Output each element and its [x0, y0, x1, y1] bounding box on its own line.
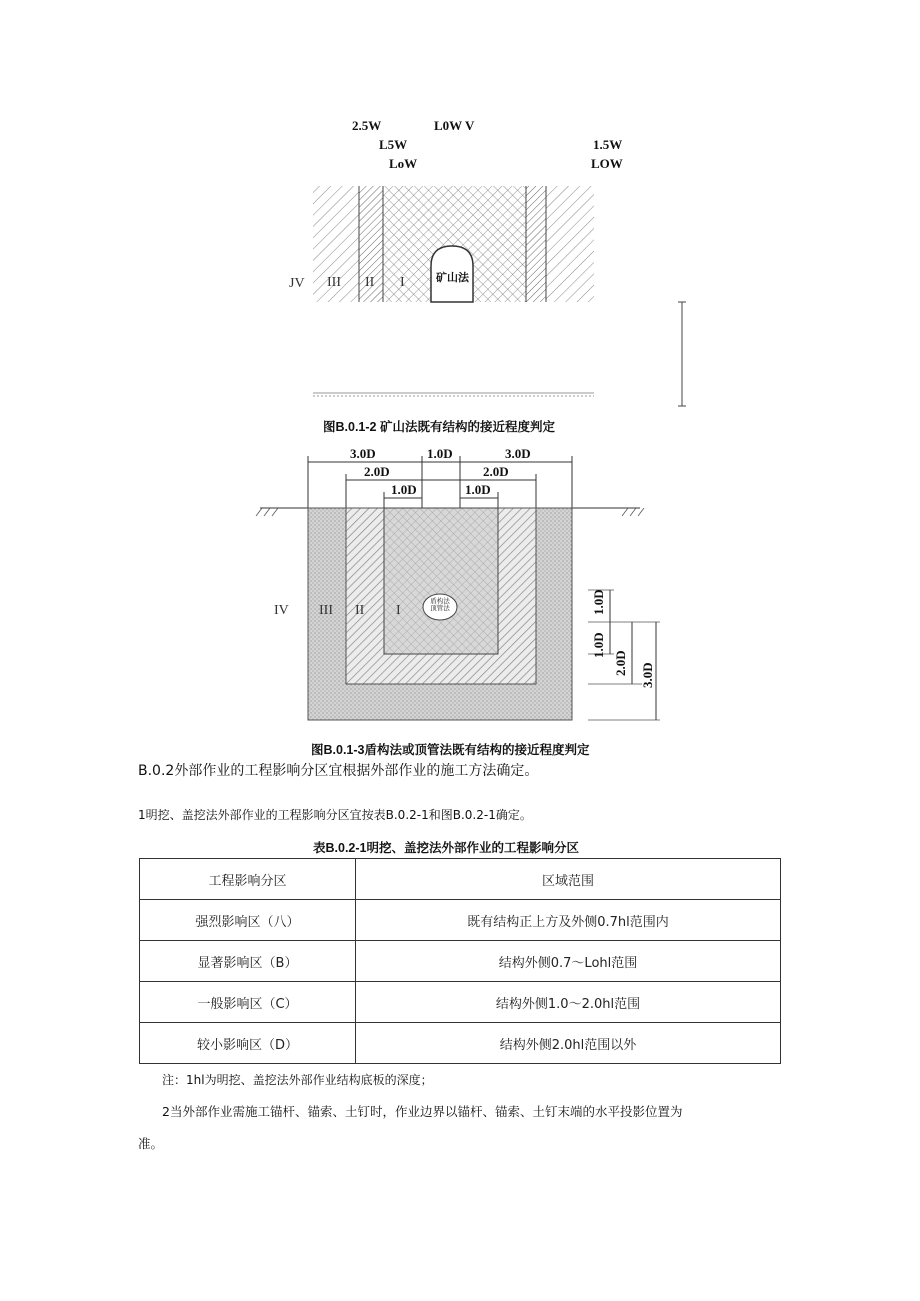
structure-label	[429, 598, 451, 612]
zone-iii-right	[546, 186, 594, 302]
dim-label: L0W V	[434, 118, 475, 133]
dim-label: 1.0D	[391, 482, 417, 497]
table-header-row	[140, 859, 781, 900]
table-cell: 较小影响区（D）	[140, 1023, 356, 1064]
table-cell: 显著影响区（B）	[140, 941, 356, 982]
zone-label-iv: IV	[274, 603, 289, 618]
table-cell: 一般影响区（C）	[140, 982, 356, 1023]
dim-label: LOW	[591, 156, 623, 171]
tunnel-label: 矿山法	[436, 271, 469, 284]
side-label: JV	[289, 276, 305, 291]
dim-label: 2.0D	[483, 464, 509, 479]
dim-label-vertical: 1.0D	[591, 632, 606, 658]
table-row	[140, 982, 781, 1023]
table-cell: 强烈影响区（八）	[140, 900, 356, 941]
dim-label: 1.5W	[593, 137, 623, 152]
dim-label: LoW	[389, 156, 418, 171]
table-title: 表B.0.2-1明挖、盖挖法外部作业的工程影响分区	[313, 841, 579, 855]
dim-label: 2.0D	[364, 464, 390, 479]
table-cell: 结构外侧2.0hl范围以外	[356, 1023, 781, 1064]
paragraph-item-2: 2当外部作业需施工锚杆、锚索、土钉时，作业边界以锚杆、锚索、土钉末端的水平投影位置为	[162, 1104, 683, 1119]
dim-label: 2.5W	[352, 118, 382, 133]
zone-label-i: I	[396, 603, 401, 618]
table-note: 注：1hl为明挖、盖挖法外部作业结构底板的深度；	[162, 1073, 433, 1087]
table-cell: 结构外侧1.0～2.0hl范围	[356, 982, 781, 1023]
table-row	[140, 941, 781, 982]
mining-diagram	[280, 180, 700, 412]
paragraph-item-1: 1明挖、盖挖法外部作业的工程影响分区宜按表B.0.2-1和图B.0.2-1确定。	[138, 808, 532, 822]
dim-label: 1.0D	[465, 482, 491, 497]
figure-caption: 图B.0.1-3盾构法或顶管法既有结构的接近程度判定	[311, 743, 590, 757]
zone-label-iii: III	[319, 603, 333, 618]
section-heading: B.0.2外部作业的工程影响分区宜根据外部作业的施工方法确定。	[138, 763, 539, 779]
dim-label-vertical: 3.0D	[640, 662, 655, 688]
table-cell: 结构外侧0.7～Lohl范围	[356, 941, 781, 982]
table-cell: 既有结构正上方及外侧0.7hl范围内	[356, 900, 781, 941]
zone-label-ii: II	[355, 603, 365, 618]
table-header: 工程影响分区	[140, 859, 356, 900]
dim-label: 3.0D	[505, 446, 531, 461]
impact-zone-table	[139, 858, 781, 1064]
zone-ii-right	[526, 186, 546, 302]
zone-label-iii: III	[327, 275, 341, 290]
dim-label: 1.0D	[427, 446, 453, 461]
dim-label: 3.0D	[350, 446, 376, 461]
dim-label-vertical: 1.0D	[591, 589, 606, 615]
table-header: 区域范围	[356, 859, 781, 900]
dim-label: L5W	[379, 137, 408, 152]
structure-label-line: 顶管法	[430, 604, 450, 612]
zone-label-i: I	[400, 275, 405, 290]
structure-label-line: 盾构法	[430, 597, 450, 605]
paragraph-item-2-cont: 准。	[138, 1136, 164, 1151]
figure-caption: 图B.0.1-2 矿山法既有结构的接近程度判定	[323, 420, 555, 434]
zone-label-ii: II	[365, 275, 375, 290]
zone-i	[384, 508, 498, 654]
shield-diagram	[250, 440, 670, 730]
dim-label-vertical: 2.0D	[613, 650, 628, 676]
table-row	[140, 900, 781, 941]
table-row	[140, 1023, 781, 1064]
